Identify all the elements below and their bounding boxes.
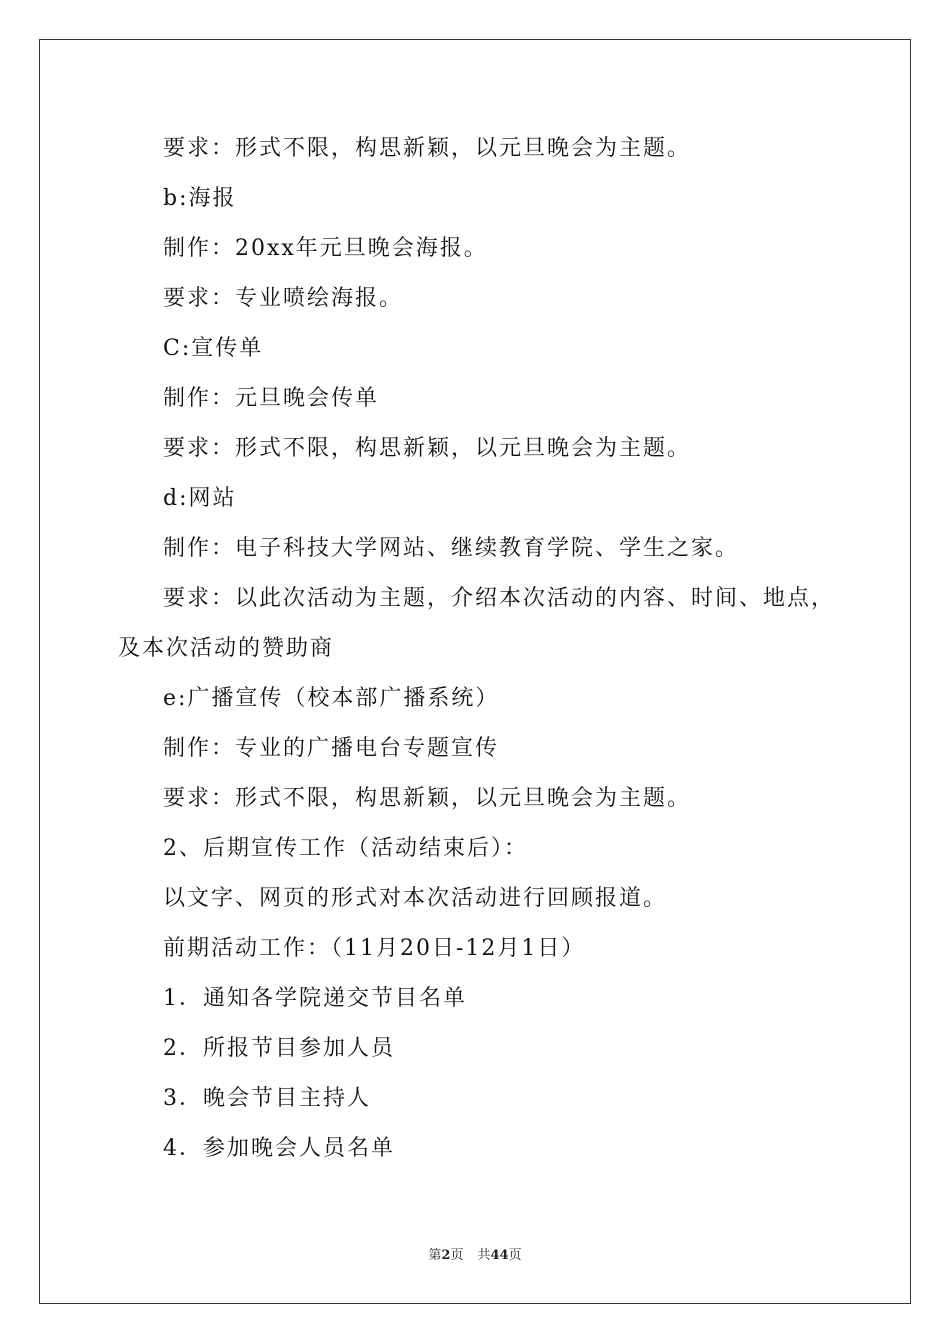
paragraph-poster-requirement: 要求：专业喷绘海报。: [163, 286, 404, 311]
paragraph-website-requirement: 要求：以此次活动为主题，介绍本次活动的内容、时间、地点，: [163, 586, 836, 611]
paragraph-website-requirement-cont: 及本次活动的赞助商: [118, 636, 335, 661]
paragraph-broadcast-production: 制作：专业的广播电台专题宣传: [163, 736, 500, 761]
paragraph-flyer-requirement: 要求：形式不限，构思新颖，以元旦晚会为主题。: [163, 436, 692, 461]
paragraph-requirement-1: 要求：形式不限，构思新颖，以元旦晚会为主题。: [163, 136, 692, 161]
total-suffix: 页: [508, 1248, 522, 1263]
page-suffix: 页: [450, 1248, 464, 1263]
heading-early-work: 前期活动工作：（11月20日-12月1日）: [163, 936, 586, 961]
paragraph-poster-production: 制作：20xx年元旦晚会海报。: [163, 236, 488, 261]
list-item-1: 1．通知各学院递交节目名单: [163, 986, 467, 1011]
paragraph-broadcast-requirement: 要求：形式不限，构思新颖，以元旦晚会为主题。: [163, 786, 692, 811]
page-prefix: 第: [428, 1248, 442, 1263]
heading-website: d:网站: [163, 486, 237, 511]
paragraph-website-production: 制作：电子科技大学网站、继续教育学院、学生之家。: [163, 536, 740, 561]
page-number: 2: [441, 1248, 451, 1263]
total-pages: 44: [490, 1248, 509, 1263]
list-item-3: 3．晚会节目主持人: [163, 1086, 371, 1111]
heading-broadcast: e:广播宣传（校本部广播系统）: [163, 686, 500, 711]
list-item-2: 2．所报节目参加人员: [163, 1036, 395, 1061]
page-border: [39, 39, 911, 1304]
heading-flyer: C:宣传单: [163, 336, 264, 361]
list-item-4: 4．参加晚会人员名单: [163, 1136, 395, 1161]
heading-post-publicity: 2、后期宣传工作（活动结束后）：: [163, 836, 528, 861]
paragraph-post-publicity: 以文字、网页的形式对本次活动进行回顾报道。: [163, 886, 668, 911]
total-prefix: 共: [477, 1248, 491, 1263]
page-footer: [0, 1247, 950, 1265]
paragraph-flyer-production: 制作：元旦晚会传单: [163, 386, 380, 411]
heading-poster: b:海报: [163, 186, 237, 211]
